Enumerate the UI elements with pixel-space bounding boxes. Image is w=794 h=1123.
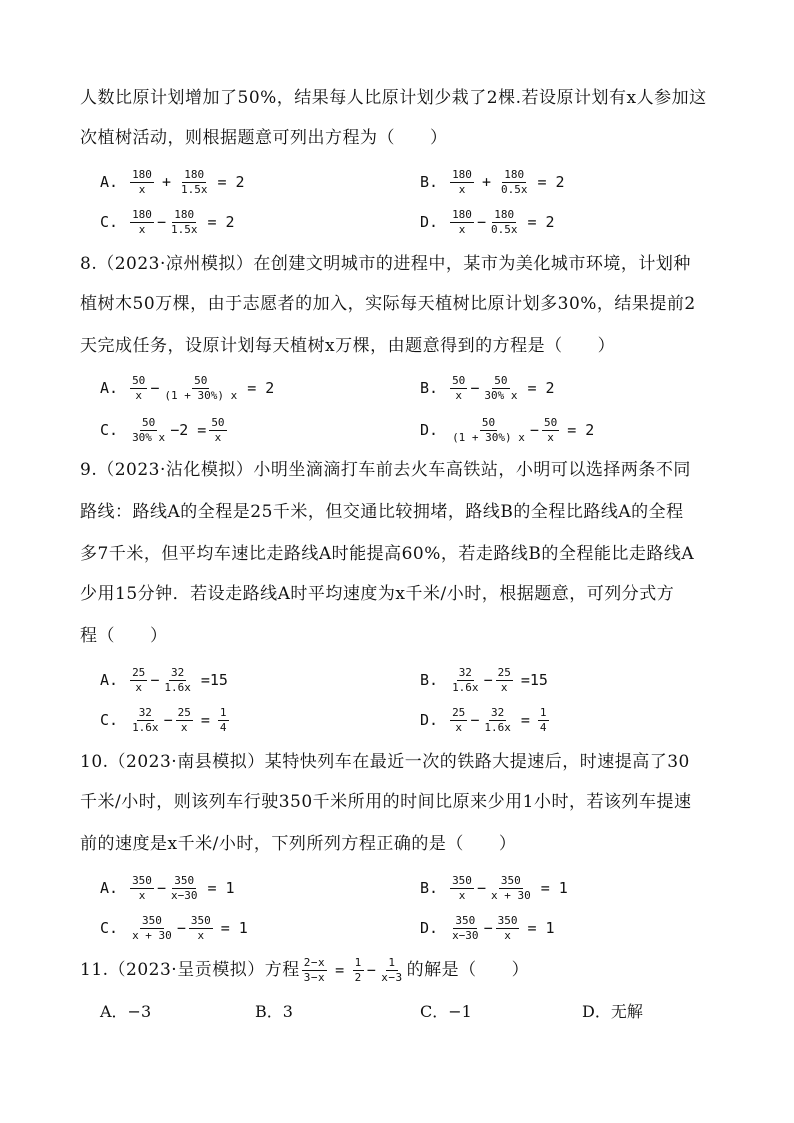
q10-option-c[interactable]: C. $\frac{350}{x + 30}$ − $\frac{350}{x}$ = 1 <box>100 913 248 942</box>
q8-option-d[interactable]: D. $\frac{50}{(1 + 30\%) x}$ − $\frac{50}{x}$ = 2 <box>420 415 595 444</box>
fraction <box>450 915 481 942</box>
denominator: 1.6x <box>452 680 479 694</box>
fraction <box>130 875 154 902</box>
fraction <box>218 707 229 734</box>
numerator: 180 <box>184 167 205 181</box>
denominator: x <box>180 720 188 734</box>
numerator: 1 <box>388 955 396 969</box>
denominator: 4 <box>539 720 547 734</box>
fraction <box>489 209 520 236</box>
denominator: 30% x <box>132 430 166 444</box>
denominator: 1.5x <box>180 182 208 196</box>
q9-text-line-3: 多7千米，但平均车速比走路线A时能提高60%，若走路线B的全程能比走路线A <box>80 544 695 564</box>
denominator: (1 + 30%) x <box>452 430 525 444</box>
fraction <box>496 667 513 694</box>
denominator: x <box>138 182 146 196</box>
q10-option-b[interactable]: B. $\frac{350}{x}$ − $\frac{350}{x + 30}$ = 1 <box>420 873 568 902</box>
denominator: x <box>500 680 508 694</box>
q9-option-a[interactable]: A. $\frac{25}{x}$ − $\frac{32}{1.6x}$ =15 <box>100 665 228 694</box>
fraction <box>302 957 327 984</box>
numerator: 1 <box>219 705 227 719</box>
q7-text-line-2: 次植树活动，则根据题意可列出方程为（ ） <box>80 128 448 148</box>
denominator: x <box>455 388 462 402</box>
q8-option-b[interactable]: B. $\frac{50}{x}$ − $\frac{50}{30\% x}$ = 2 <box>420 373 555 402</box>
denominator: x−30 <box>452 928 479 942</box>
fraction <box>209 417 226 444</box>
fraction <box>179 169 210 196</box>
fraction <box>450 875 474 902</box>
numerator: 180 <box>132 167 152 181</box>
numerator: 32 <box>458 665 472 679</box>
fraction <box>169 209 200 236</box>
fraction <box>189 915 213 942</box>
q7-option-b[interactable]: B. $\frac{180}{x}$ + $\frac{180}{0.5x}$ = 2 <box>420 167 565 196</box>
denominator: x <box>138 222 146 236</box>
numerator: 350 <box>174 873 195 887</box>
numerator: 32 <box>490 705 505 719</box>
numerator: 350 <box>132 873 152 887</box>
fraction <box>130 667 147 694</box>
denominator: x <box>135 388 142 402</box>
numerator: 180 <box>132 207 152 221</box>
numerator: 25 <box>497 665 511 679</box>
denominator: 30% x <box>484 388 518 402</box>
numerator: 25 <box>452 705 466 719</box>
fraction <box>130 707 161 734</box>
denominator: x <box>458 888 466 902</box>
q11-option-d[interactable]: D．无解 <box>582 1002 643 1021</box>
denominator: 0.5x <box>490 222 518 236</box>
q9-text-line-4: 少用15分钟．若设走路线A时平均速度为x千米/小时，根据题意，可列分式方 <box>80 584 675 604</box>
numerator: 50 <box>194 373 208 387</box>
numerator: 180 <box>452 207 472 221</box>
fraction <box>538 707 549 734</box>
q7-text-line-1: 人数比原计划增加了50%，结果每人比原计划少栽了2棵.若设原计划有x人参加这 <box>80 88 707 108</box>
q11-option-c[interactable]: C．−1 <box>420 1002 472 1021</box>
fraction <box>496 915 520 942</box>
numerator: 50 <box>452 373 466 387</box>
q9-text-line-5: 程（ ） <box>80 626 168 646</box>
fraction <box>450 169 474 196</box>
q10-text-line-3: 前的速度是x千米/小时，下列所列方程正确的是（ ） <box>80 834 517 854</box>
fraction <box>542 417 559 444</box>
numerator: 25 <box>132 665 146 679</box>
numerator: 350 <box>500 873 521 887</box>
denominator: x <box>197 928 205 942</box>
q9-option-d[interactable]: D. $\frac{25}{x}$ − $\frac{32}{1.6x}$ = $\frac{1}{4}$ <box>420 705 547 734</box>
fraction <box>482 375 519 402</box>
denominator: 1.6x <box>164 680 191 694</box>
denominator: (1 + 30%) x <box>164 388 238 402</box>
fraction <box>489 875 533 902</box>
fraction <box>169 875 200 902</box>
fraction <box>162 375 239 402</box>
fraction <box>499 169 530 196</box>
numerator: 50 <box>481 415 496 429</box>
denominator: 2 <box>354 970 362 984</box>
fraction <box>130 375 147 402</box>
q7-option-d[interactable]: D. $\frac{180}{x}$ − $\frac{180}{0.5x}$ = 2 <box>420 207 555 236</box>
numerator: 180 <box>504 167 525 181</box>
numerator: 1 <box>539 705 547 719</box>
fraction <box>379 957 404 984</box>
fraction <box>353 957 364 984</box>
q10-text-line-2: 千米/小时，则该列车行驶350千米所用的时间比原来少用1小时，若该列车提速 <box>80 792 692 812</box>
q9-text-line-1: 9.（2023·沾化模拟）小明坐滴滴打车前去火车高铁站，小明可以选择两条不同 <box>80 460 691 480</box>
denominator: 1.5x <box>170 222 198 236</box>
numerator: 50 <box>543 415 558 429</box>
denominator: 3−x <box>303 970 326 984</box>
fraction <box>130 417 167 444</box>
fraction <box>162 667 193 694</box>
fraction <box>482 707 513 734</box>
denominator: x <box>214 430 222 444</box>
denominator: x <box>135 680 142 694</box>
q8-text-line-1: 8.（2023·凉州模拟）在创建文明城市的进程中，某市为美化城市环境，计划种 <box>80 254 691 274</box>
denominator: 0.5x <box>500 182 528 196</box>
numerator: 350 <box>455 913 476 927</box>
denominator: x <box>458 182 466 196</box>
q7-option-c[interactable]: C. $\frac{180}{x}$ − $\frac{180}{1.5x}$ = 2 <box>100 207 235 236</box>
q11-option-b[interactable]: B．3 <box>255 1002 293 1021</box>
q10-text-line-1: 10.（2023·南县模拟）某特快列车在最近一次的铁路大提速后，时速提高了30 <box>80 752 690 772</box>
denominator: x + 30 <box>490 888 531 902</box>
denominator: x <box>458 222 466 236</box>
q11-question: 11.（2023·呈贡模拟）方程 $\frac{2-x}{3-x}$ = $\frac{1}{2}$ − $\frac{1}{x-3}$ 的解是（ ） <box>80 955 530 984</box>
fraction <box>450 667 481 694</box>
q8-option-a[interactable]: A. $\frac{50}{x}$ − $\frac{50}{(1 + 30\%) x}$ = 2 <box>100 373 275 402</box>
fraction <box>130 915 174 942</box>
denominator: x−30 <box>170 888 198 902</box>
numerator: 350 <box>452 873 472 887</box>
numerator: 50 <box>494 373 508 387</box>
numerator: 50 <box>132 373 146 387</box>
denominator: x + 30 <box>132 928 172 942</box>
numerator: 350 <box>142 913 162 927</box>
fraction <box>450 375 467 402</box>
q7-option-a[interactable]: A. $\frac{180}{x}$ + $\frac{180}{1.5x}$ = 2 <box>100 167 245 196</box>
denominator: 1.6x <box>484 720 511 734</box>
denominator: 1.6x <box>132 720 159 734</box>
fraction <box>450 417 527 444</box>
denominator: x <box>504 928 511 942</box>
fraction <box>450 209 474 236</box>
numerator: 25 <box>177 705 191 719</box>
q8-text-line-3: 天完成任务，设原计划每天植树x万棵，由题意得到的方程是（ ） <box>80 336 616 356</box>
fraction <box>176 707 193 734</box>
numerator: 180 <box>452 167 472 181</box>
numerator: 1 <box>354 955 362 969</box>
q10-option-a[interactable]: A. $\frac{350}{x}$ − $\frac{350}{x-30}$ = 1 <box>100 873 235 902</box>
q8-option-c[interactable]: C. $\frac{50}{30\% x}$ −2 = $\frac{50}{x}$ <box>100 415 225 444</box>
q9-option-b[interactable]: B. $\frac{32}{1.6x}$ − $\frac{25}{x}$ =15 <box>420 665 548 694</box>
numerator: 32 <box>170 665 185 679</box>
numerator: 2−x <box>303 955 326 969</box>
denominator: 4 <box>219 720 227 734</box>
numerator: 32 <box>138 705 152 719</box>
q10-option-d[interactable]: D. $\frac{350}{x-30}$ − $\frac{350}{x}$ = 1 <box>420 913 555 942</box>
denominator: x <box>138 888 146 902</box>
fraction <box>130 169 154 196</box>
denominator: x <box>455 720 462 734</box>
q9-option-c[interactable]: C. $\frac{32}{1.6x}$ − $\frac{25}{x}$ = $\frac{1}{4}$ <box>100 705 227 734</box>
numerator: 50 <box>211 415 225 429</box>
q8-text-line-2: 植树木50万棵，由于志愿者的加入，实际每天植树比原计划多30%，结果提前2 <box>80 294 696 314</box>
denominator: x−3 <box>381 970 403 984</box>
numerator: 350 <box>497 913 518 927</box>
q11-option-a[interactable]: A．−3 <box>100 1002 152 1021</box>
numerator: 50 <box>142 415 156 429</box>
q9-text-line-2: 路线：路线A的全程是25千米，但交通比较拥堵，路线B的全程比路线A的全程 <box>80 502 684 522</box>
numerator: 350 <box>190 913 211 927</box>
fraction <box>130 209 154 236</box>
fraction <box>450 707 467 734</box>
numerator: 180 <box>174 207 195 221</box>
numerator: 180 <box>494 207 515 221</box>
denominator: x <box>547 430 554 444</box>
